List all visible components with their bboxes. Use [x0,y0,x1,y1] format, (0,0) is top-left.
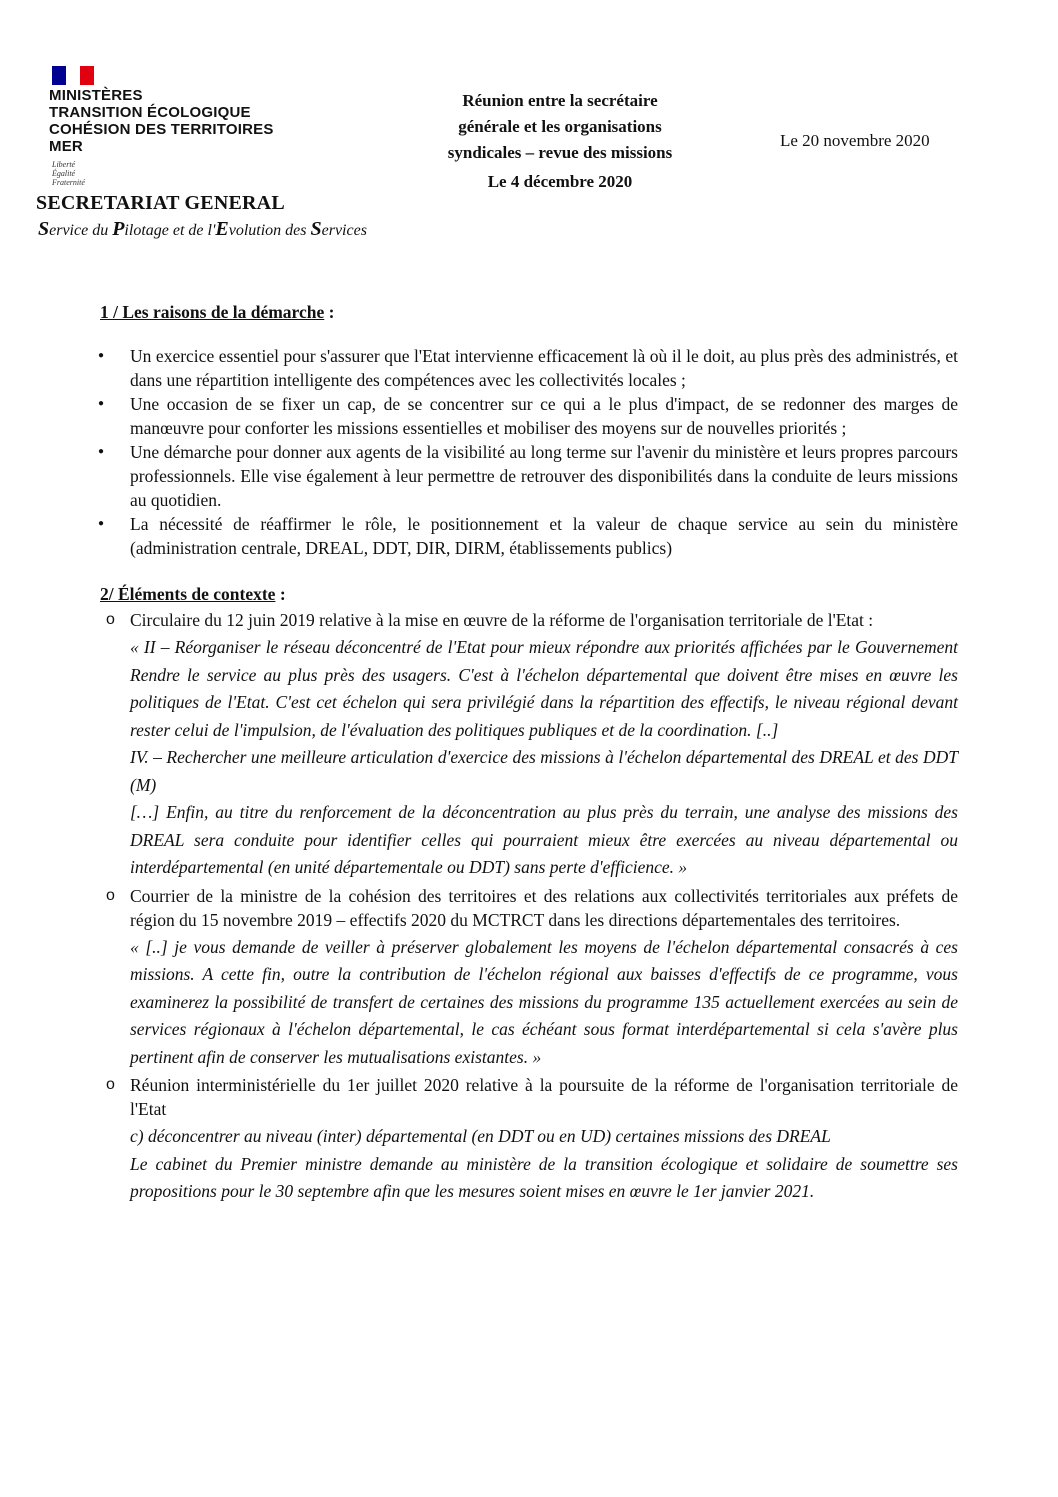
document-body [100,300,958,1206]
meeting-date: Le 4 décembre 2020 [487,172,633,191]
section-1-title: 1 / Les raisons de la démarche [100,302,325,322]
issued-date: Le 20 novembre 2020 [780,131,930,150]
context-quote [130,1123,958,1206]
flag-white [66,66,80,85]
list-item: ● Une démarche pour donner aux agents de la visibilité au long terme sur l'avenir du ministère et leurs propres parcours professionnels. Elle vise également à leur permettre de retrouver des disponibilités dans la conduite de leurs missions au quotidien. [100,440,958,512]
service-initial: E [215,218,229,240]
list-item: ● Un exercice essentiel pour s'assurer que l'Etat intervienne efficacement là où il le doit, au plus près des administrés, et dans une répartition intelligente des compétences avec les collectivités locales ; [100,344,958,392]
ministry-line: TRANSITION ÉCOLOGIQUE [49,104,251,121]
motto-line: Fraternité [52,178,85,187]
section-2-title: 2/ Éléments de contexte [100,584,276,604]
section-2-colon: : [275,584,286,604]
ministry-line: COHÉSION DES TERRITOIRES [49,121,274,138]
quote-paragraph: « [..] je vous demande de veiller à préserver globalement les moyens de l'échelon départemental consacrés à ces missions. A cette fin, outre la contribution de l'échelon régional aux baisses d'effectifs de ce programme, vous examinerez la possibilité de transfert de certaines des missions du programme 135 actuellement exercées au sein de services régionaux à l'échelon départemental, le cas échéant sous format interdépartemental si cela s'avère plus pertinent afin de conserver les mutualisations existantes. » [130,936,958,1067]
service-initial: P [112,218,125,240]
republic-motto [52,160,85,187]
meeting-title-line: syndicales – revue des missions [447,143,673,162]
context-lead: o Réunion interministérielle du 1er juillet 2020 relative à la poursuite de la réforme de l'organisation territoriale de l'Etat [130,1075,958,1119]
section-1-heading [100,300,958,324]
motto-line: Égalité [52,169,76,178]
list-item [100,608,958,882]
meeting-title-line: Réunion entre la secrétaire [462,91,658,110]
quote-paragraph: Le cabinet du Premier ministre demande au ministère de la transition écologique et solidaire de soumettre ses propositions pour le 30 septembre afin que les mesures soient mises en œuvre le 1er janvier 2021. [130,1153,958,1201]
ministry-line: MINISTÈRES [49,87,143,104]
list-item [100,884,958,1072]
quote-paragraph: […] Enfin, au titre du renforcement de la déconcentration au plus près du terrain, une analyse des missions des DREAL sera conduite pour identifier celles qui pourraient mieux être exercées au niveau départemental ou interdépartemental (en unité départementale ou DDT) sans perte d'efficience. » [130,802,958,877]
context-lead: o Circulaire du 12 juin 2019 relative à la mise en œuvre de la réforme de l'organisation territoriale de l'Etat : [130,610,874,630]
service-text: ervice du [49,222,113,239]
section-2-heading [100,582,958,606]
section-1-colon: : [324,302,335,322]
meeting-title [400,88,720,166]
quote-paragraph: « II – Réorganiser le réseau déconcentré de l'Etat pour mieux répondre aux priorités affichées par le Gouvernement Rendre le service au plus près des usagers. C'est à l'échelon départemental que doivent être mises en œuvre les politiques de l'Etat. C'est cet échelon qui sera privilégié dans la répartition des effectifs, le niveau régional devant rester celui de l'impulsion, de l'évaluation des politiques publiques et de la coordination. [..] [130,637,958,740]
context-quote [130,634,958,882]
meeting-title-line: générale et les organisations [458,117,662,136]
motto-line: Liberté [52,160,76,169]
service-text: ilotage et de l' [124,222,216,239]
marianne-flag-logo [52,66,94,85]
service-text: volution des [228,222,311,239]
quote-paragraph: IV. – Rechercher une meilleure articulation d'exercice des missions à l'échelon départemental des DREAL et des DDT (M) [130,747,958,795]
list-item: ● La nécessité de réaffirmer le rôle, le positionnement et la valeur de chaque service au sein du ministère (administration centrale, DREAL, DDT, DIR, DIRM, établissements publics) [100,512,958,560]
ministry-name [49,87,274,155]
department-name: SECRETARIAT GENERAL [36,192,285,214]
list-item: ● Une occasion de se fixer un cap, de se concentrer sur ce qui a le plus d'impact, de se redonner des marges de manœuvre pour conforter les missions essentielles et mobiliser des moyens sur de nouvelles priorités ; [100,392,958,440]
reasons-list [100,344,958,560]
service-text: ervices [321,222,367,239]
quote-paragraph: c) déconcentrer au niveau (inter) départemental (en DDT ou en UD) certaines missions des DREAL [130,1126,831,1146]
ministry-line: MER [49,138,83,155]
service-name [38,218,367,241]
service-initial: S [310,218,322,240]
context-lead: o Courrier de la ministre de la cohésion des territoires et des relations aux collectivités territoriales aux préfets de région du 15 novembre 2019 – effectifs 2020 du MCTRCT dans les directions départementales des territoires. [130,885,958,930]
context-list [100,608,958,1206]
service-initial: S [38,218,50,240]
flag-blue [52,66,66,85]
context-quote [130,934,958,1072]
list-item [100,1073,958,1206]
flag-red [80,66,94,85]
